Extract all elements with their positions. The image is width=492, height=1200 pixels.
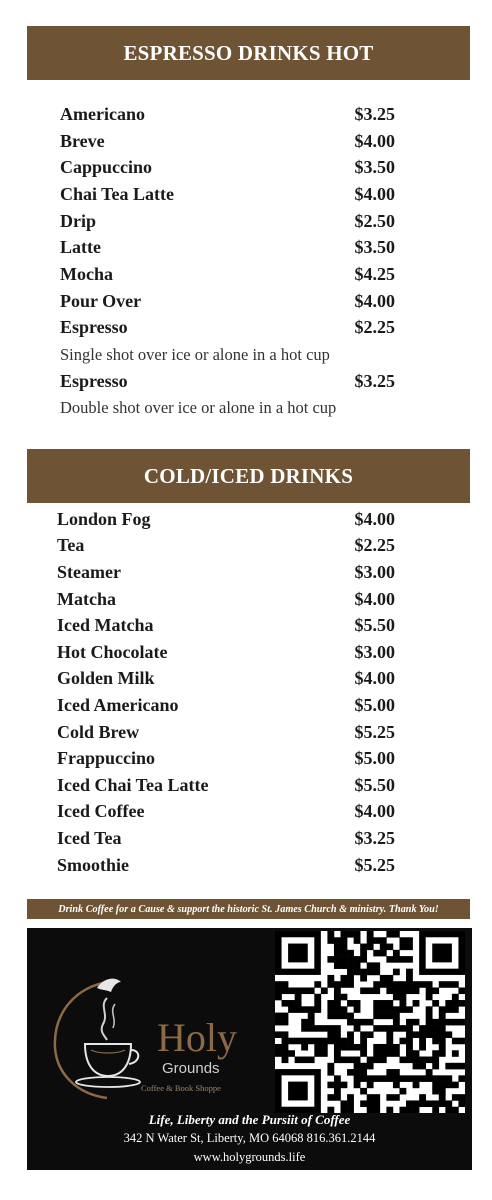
item-name: Mocha [60, 263, 113, 284]
menu-item [60, 315, 395, 342]
menu-item [60, 261, 395, 288]
item-name: Drip [60, 210, 96, 231]
menu-item [60, 181, 395, 208]
website-link[interactable]: www.holygrounds.life [193, 1150, 306, 1164]
brand-grounds: Grounds [162, 1060, 220, 1077]
item-price: $4.00 [354, 508, 395, 529]
item-price: $3.50 [354, 157, 395, 178]
item-price: $2.25 [354, 317, 395, 338]
cold-drinks-title: COLD/ICED DRINKS [143, 463, 354, 488]
item-price: $4.00 [354, 290, 395, 311]
menu-item [60, 101, 395, 128]
tagline: Life, Liberty and the Pursiit of Coffee [148, 1112, 351, 1127]
cause-banner [27, 899, 470, 919]
item-name: Smoothie [57, 854, 129, 875]
item-price: $3.00 [354, 561, 395, 582]
item-price: $4.00 [354, 130, 395, 151]
menu-item [57, 559, 395, 586]
item-price: $3.50 [354, 237, 395, 258]
item-name: Matcha [57, 588, 116, 609]
menu-item [60, 288, 395, 315]
brand-logo [47, 970, 277, 1100]
menu-item [60, 128, 395, 155]
item-name: Pour Over [60, 290, 142, 311]
item-price: $4.00 [354, 801, 395, 822]
item-price: $5.00 [354, 694, 395, 715]
item-name: Golden Milk [57, 668, 155, 689]
item-name: Iced Matcha [57, 615, 154, 636]
item-name: Tea [57, 535, 85, 556]
item-price: $2.50 [354, 210, 395, 231]
item-price: $5.50 [354, 615, 395, 636]
item-price: $3.25 [354, 103, 395, 124]
cold-drinks-menu [57, 506, 395, 878]
item-name: Steamer [57, 561, 121, 582]
menu-item [57, 852, 395, 879]
item-name: Chai Tea Latte [60, 183, 175, 204]
item-name: Cappuccino [60, 157, 153, 178]
qr-code-icon [275, 931, 465, 1113]
item-name: Americano [60, 103, 145, 124]
address: 342 N Water St, Liberty, MO 64068 816.361.2144 [123, 1131, 376, 1145]
menu-item [57, 745, 395, 772]
menu-item [60, 208, 395, 235]
item-name: Espresso [60, 370, 128, 391]
item-name: Iced Tea [57, 827, 122, 848]
item-name: London Fog [57, 508, 151, 529]
item-description: Double shot over ice or alone in a hot cup [60, 397, 337, 417]
item-price: $4.00 [354, 588, 395, 609]
hot-drinks-menu [60, 101, 395, 421]
item-price: $5.25 [354, 854, 395, 875]
item-price: $3.25 [354, 827, 395, 848]
item-price: $4.25 [354, 263, 395, 284]
item-price: $5.00 [354, 748, 395, 769]
brand-subtitle: Coffee & Book Shoppe [141, 1083, 221, 1093]
item-price: $4.00 [354, 183, 395, 204]
item-name: Espresso [60, 317, 128, 338]
item-name: Iced Americano [57, 694, 179, 715]
cause-text: Drink Coffee for a Cause & support the historic St. James Church & ministry. Thank You! [58, 903, 439, 915]
item-price: $5.50 [354, 774, 395, 795]
menu-item [57, 506, 395, 533]
item-price: $5.25 [354, 721, 395, 742]
item-name: Frappuccino [57, 748, 156, 769]
item-name: Iced Coffee [57, 801, 145, 822]
brand-holy: Holy [157, 1015, 237, 1060]
item-name: Cold Brew [57, 721, 140, 742]
qr-code[interactable] [275, 931, 465, 1113]
footer-panel [27, 928, 472, 1170]
coffee-cup-dove-icon [47, 970, 167, 1100]
item-price: $4.00 [354, 668, 395, 689]
menu-item [60, 234, 395, 261]
footer-text [27, 1111, 472, 1167]
item-name: Latte [60, 237, 101, 258]
item-description: Single shot over ice or alone in a hot cup [60, 344, 330, 364]
item-price: $3.00 [354, 641, 395, 662]
item-name: Breve [60, 130, 105, 151]
item-name: Iced Chai Tea Latte [57, 774, 209, 795]
menu-item [57, 719, 395, 746]
item-price: $2.25 [354, 535, 395, 556]
menu-item [57, 666, 395, 693]
menu-item [57, 639, 395, 666]
menu-item [57, 692, 395, 719]
item-name: Hot Chocolate [57, 641, 168, 662]
menu-item [57, 533, 395, 560]
menu-item [57, 825, 395, 852]
item-price: $3.25 [354, 370, 395, 391]
hot-drinks-header [27, 26, 470, 80]
hot-drinks-title: ESPRESSO DRINKS HOT [123, 40, 374, 65]
menu-item [57, 799, 395, 826]
menu-item [57, 586, 395, 613]
cold-drinks-header [27, 449, 470, 503]
menu-item [57, 772, 395, 799]
menu-item [60, 368, 395, 395]
menu-item [57, 612, 395, 639]
menu-item [60, 154, 395, 181]
